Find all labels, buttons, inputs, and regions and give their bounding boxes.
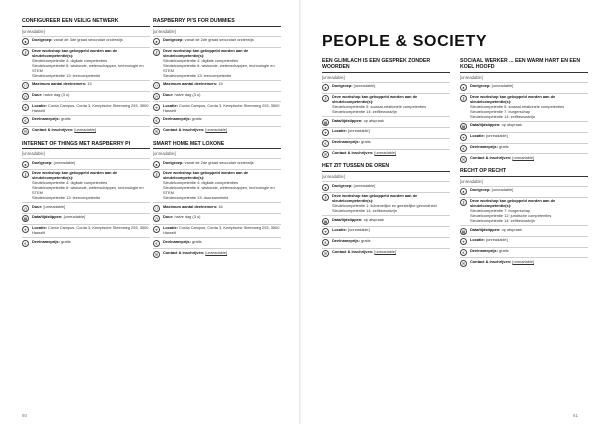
info-competenties: ⚷ Deze workshop kan gekoppeld worden aan de sleutelcompetentie(s): Sleutelcompetentie 4: digitale competenties Sleutelcompetentie 6: wiskunde, wetenschappen, technologie en STEM Sleutelcompetentie 13: leercompetentie: [22, 169, 150, 202]
info-doelgroep: ● Doelgroep: [unreadable]: [22, 158, 150, 169]
info-locatie: ⌖ Locatie: [unreadable]: [322, 127, 450, 138]
info-competenties: ⚷ Deze workshop kan gekoppeld worden aan de sleutelcompetentie(s): Sleutelcompetentie 4: digitale competenties Sleutelcompetentie 6: wiskunde, wetenschappen, technologie en STEM Sleutelcompetentie 13: duurzaamheid: [153, 169, 281, 202]
contact-link[interactable]: [unreadable]: [512, 258, 535, 264]
clock-icon: ◷: [154, 93, 159, 99]
mail-icon: ✉: [154, 129, 159, 135]
info-locatie: ⌖ Locatie: [unreadable]: [460, 236, 588, 247]
euro-icon: €: [22, 240, 29, 247]
section-raspberry-dummies: [153, 18, 281, 137]
euro-icon: €: [153, 117, 160, 124]
info-locatie: ⌖ Locatie: Corda Campus, Corda 3, Kempische Steenweg 293, 3500 Hasselt: [22, 101, 150, 115]
info-datum: ▦ Data/tijdstippen: op afspraak: [460, 225, 588, 236]
clock-icon: ◷: [23, 93, 28, 99]
user-icon: ●: [153, 38, 160, 45]
location-pin-icon: ⌖: [153, 104, 160, 111]
section-intro: [unreadable]: [22, 28, 45, 34]
user-icon: ●: [322, 84, 329, 91]
section-veilig-netwerk: [22, 18, 150, 137]
contact-link[interactable]: [unreadable]: [374, 149, 397, 155]
right-column-1: [322, 58, 450, 262]
section-title: INTERNET OF THINGS MET RASPBERRY PI: [22, 141, 150, 150]
info-prijs: € Deelnameprijs: gratis: [322, 138, 450, 149]
info-competenties: ⚷ Deze workshop kan gekoppeld worden aan de sleutelcompetentie(s): Sleutelcompetentie 4: digitale competenties Sleutelcompetentie 6: wiskunde, wetenschappen, technologie en STEM Sleutelcompetentie 13: leercompetentie: [22, 47, 150, 80]
calendar-icon: ▦: [461, 124, 466, 130]
key-icon: ⚷: [153, 171, 160, 178]
mail-icon: ✉: [323, 151, 328, 157]
key-icon: ⚷: [460, 95, 467, 102]
page-number: 60: [22, 413, 28, 418]
location-pin-icon: ⌖: [460, 238, 467, 245]
group-icon: ⚇: [154, 83, 159, 89]
info-contact: ✉ Contact & inschrijven: [unreadable]: [322, 149, 450, 160]
calendar-icon: ▦: [461, 228, 466, 234]
left-column-1: [22, 18, 150, 252]
info-locatie: ⌖ Locatie: [unreadable]: [322, 226, 450, 237]
info-contact: ✉ Contact & inschrijven: [unreadable]: [22, 126, 150, 137]
section-title: RASPBERRY PI'S FOR DUMMIES: [153, 18, 281, 27]
euro-icon: €: [322, 239, 329, 246]
info-maximum: ⚇ Maximum aantal deelnemers: 15: [153, 80, 281, 91]
info-competenties: ⚷ Deze workshop kan gekoppeld worden aan de sleutelcompetentie(s): Sleutelcompetentie 7: burgerschap Sleutelcompetentie 12: juridische competenties Sleutelcompetentie 14: zelfbewustzijn: [460, 197, 588, 225]
user-icon: ●: [22, 161, 29, 168]
section-title: SOCIAAL WERKER ... EEN WARM HART EN EEN KOEL HOOFD: [460, 58, 588, 73]
key-icon: ⚷: [322, 95, 329, 102]
info-datum: ▦ Data/tijdstippen: op afspraak: [322, 215, 450, 226]
info-locatie: ⌖ Locatie: [unreadable]: [460, 132, 588, 143]
contact-link[interactable]: [unreadable]: [74, 127, 97, 133]
left-column-2: [153, 18, 281, 263]
section-intro: [unreadable]: [460, 178, 483, 184]
location-pin-icon: ⌖: [153, 226, 160, 233]
section-title: HET ZIT TUSSEN DE OREN: [322, 163, 450, 172]
key-icon: ⚷: [153, 49, 160, 56]
section-intro: [unreadable]: [22, 151, 45, 157]
info-duur: ◷ Duur: [unreadable]: [22, 202, 150, 213]
mail-icon: ✉: [154, 251, 159, 257]
euro-icon: €: [460, 249, 467, 256]
info-locatie: ⌖ Locatie: Corda Campus, Corda 3, Kempische Steenweg 293, 3500 Hasselt: [153, 224, 281, 238]
section-smart-home: [153, 141, 281, 260]
user-icon: ●: [460, 84, 467, 91]
mail-icon: ✉: [461, 260, 466, 266]
info-contact: ✉ Contact & inschrijven: [unreadable]: [153, 126, 281, 137]
section-tussen-de-oren: [322, 163, 450, 258]
calendar-icon: ▦: [23, 216, 28, 222]
info-competenties: ⚷ Deze workshop kan gekoppeld worden aan de sleutelcompetentie(s): Sleutelcompetentie 5: sociaal-relationele competenties Sleutelcompetentie 7: burgerschap Sleutelcompetentie 14: zelfbewustzijn: [460, 93, 588, 121]
info-contact: ✉ Contact & inschrijven: [unreadable]: [460, 257, 588, 268]
section-intro: [unreadable]: [460, 74, 483, 80]
info-datum: ▦ Data/tijdstippen: op afspraak: [460, 121, 588, 132]
info-locatie: ⌖ Locatie: Corda Campus, Corda 3, Kempische Steenweg 293, 3500 Hasselt: [153, 101, 281, 115]
user-icon: ●: [322, 184, 329, 191]
page-title: PEOPLE & SOCIETY: [322, 33, 488, 50]
section-title: SMART HOME MET LOXONE: [153, 141, 281, 150]
clock-icon: ◷: [23, 205, 28, 211]
info-contact: ✉ Contact & inschrijven: [unreadable]: [460, 153, 588, 164]
info-prijs: € Deelnameprijs: gratis: [153, 237, 281, 248]
calendar-icon: ▦: [323, 119, 328, 125]
user-icon: ●: [22, 38, 29, 45]
section-intro: [unreadable]: [153, 28, 176, 34]
section-title: CONFIGUREER EEN VEILIG NETWERK: [22, 18, 150, 27]
euro-icon: €: [322, 140, 329, 147]
info-prijs: € Deelnameprijs: gratis: [460, 143, 588, 154]
right-page: [300, 0, 600, 424]
right-column-2: [460, 58, 588, 272]
info-prijs: € Deelnameprijs: gratis: [22, 237, 150, 248]
info-maximum: ⚇ Maximum aantal deelnemers: 15: [22, 80, 150, 91]
euro-icon: €: [22, 117, 29, 124]
section-title: RECHT OP RECHT: [460, 168, 588, 177]
mail-icon: ✉: [23, 129, 28, 135]
section-title: EEN GLIMLACH IS EEN GESPREK ZONDER WOORDEN: [322, 58, 450, 73]
info-locatie: ⌖ Locatie: Corda Campus, Corda 3, Kempische Steenweg 293, 3500 Hasselt: [22, 224, 150, 238]
section-intro: [unreadable]: [322, 74, 345, 80]
info-prijs: € Deelnameprijs: gratis: [322, 237, 450, 248]
mail-icon: ✉: [323, 251, 328, 257]
info-doelgroep: ● Doelgroep: [unreadable]: [460, 186, 588, 197]
location-pin-icon: ⌖: [322, 129, 329, 136]
section-recht-op-recht: [460, 168, 588, 268]
calendar-icon: ▦: [323, 218, 328, 224]
info-prijs: € Deelnameprijs: gratis: [153, 115, 281, 126]
key-icon: ⚷: [460, 199, 467, 206]
info-contact: ✉ Contact & inschrijven: [unreadable]: [322, 248, 450, 259]
info-datum: ▦ Data/tijdstippen: [unreadable]: [22, 213, 150, 224]
info-competenties: ⚷ Deze workshop kan gekoppeld worden aan de sleutelcompetentie(s): Sleutelcompetentie 4: digitale competenties Sleutelcompetentie 6: wiskunde, wetenschappen, technologie en STEM Sleutelcompetentie 13: leercompetentie: [153, 47, 281, 80]
section-intro: [unreadable]: [322, 174, 345, 180]
mail-icon: ✉: [461, 156, 466, 162]
info-doelgroep: ● Doelgroep: [unreadable]: [460, 82, 588, 93]
contact-link[interactable]: [unreadable]: [374, 249, 397, 255]
info-competenties: ⚷ Deze workshop kan gekoppeld worden aan de sleutelcompetentie(s): Sleutelcompetentie 1: lichamelijke en geestelijke gezondheid Sleutelcompetentie 14: zelfbewustzijn: [322, 192, 450, 215]
info-doelgroep: ● Doelgroep: vanaf de 3de graad secundair onderwijs: [22, 36, 150, 47]
section-iot-raspberry: [22, 141, 150, 249]
group-icon: ⚇: [154, 205, 159, 211]
clock-icon: ◷: [154, 216, 159, 222]
location-pin-icon: ⌖: [322, 228, 329, 235]
euro-icon: €: [460, 145, 467, 152]
contact-link[interactable]: [unreadable]: [205, 249, 228, 255]
user-icon: ●: [460, 188, 467, 195]
info-prijs: € Deelnameprijs: gratis: [22, 115, 150, 126]
info-contact: ✉ Contact & inschrijven: [unreadable]: [153, 248, 281, 259]
info-datum: ▦ Data/tijdstippen: op afspraak: [322, 116, 450, 127]
contact-link[interactable]: [unreadable]: [205, 127, 228, 133]
key-icon: ⚷: [22, 171, 29, 178]
info-duur: ◷ Duur: halve dag (3 u): [153, 213, 281, 224]
info-doelgroep: ● Doelgroep: vanaf de 2de graad secundair onderwijs: [153, 158, 281, 169]
location-pin-icon: ⌖: [22, 104, 29, 111]
info-duur: ◷ Duur: halve dag (3 u): [22, 91, 150, 102]
info-doelgroep: ● Doelgroep: [unreadable]: [322, 181, 450, 192]
section-glimlach: [322, 58, 450, 159]
euro-icon: €: [153, 240, 160, 247]
info-competenties: ⚷ Deze workshop kan gekoppeld worden aan de sleutelcompetentie(s): Sleutelcompetentie 5: sociaal-relationele competenties Sleutelcompetentie 14: zelfbewustzijn: [322, 93, 450, 116]
info-maximum: ⚇ Maximum aantal deelnemers: 16: [153, 202, 281, 213]
section-sociaal-werker: [460, 58, 588, 164]
page-number: 61: [572, 413, 578, 418]
location-pin-icon: ⌖: [22, 226, 29, 233]
info-prijs: € Deelnameprijs: gratis: [460, 247, 588, 258]
key-icon: ⚷: [22, 49, 29, 56]
location-pin-icon: ⌖: [460, 134, 467, 141]
contact-link[interactable]: [unreadable]: [512, 154, 535, 160]
group-icon: ⚇: [23, 83, 28, 89]
info-doelgroep: ● Doelgroep: [unreadable]: [322, 82, 450, 93]
section-intro: [unreadable]: [153, 151, 176, 157]
info-duur: ◷ Duur: halve dag (3 u): [153, 91, 281, 102]
key-icon: ⚷: [322, 194, 329, 201]
info-doelgroep: ● Doelgroep: vanaf de 2de graad secundair onderwijs: [153, 36, 281, 47]
user-icon: ●: [153, 161, 160, 168]
